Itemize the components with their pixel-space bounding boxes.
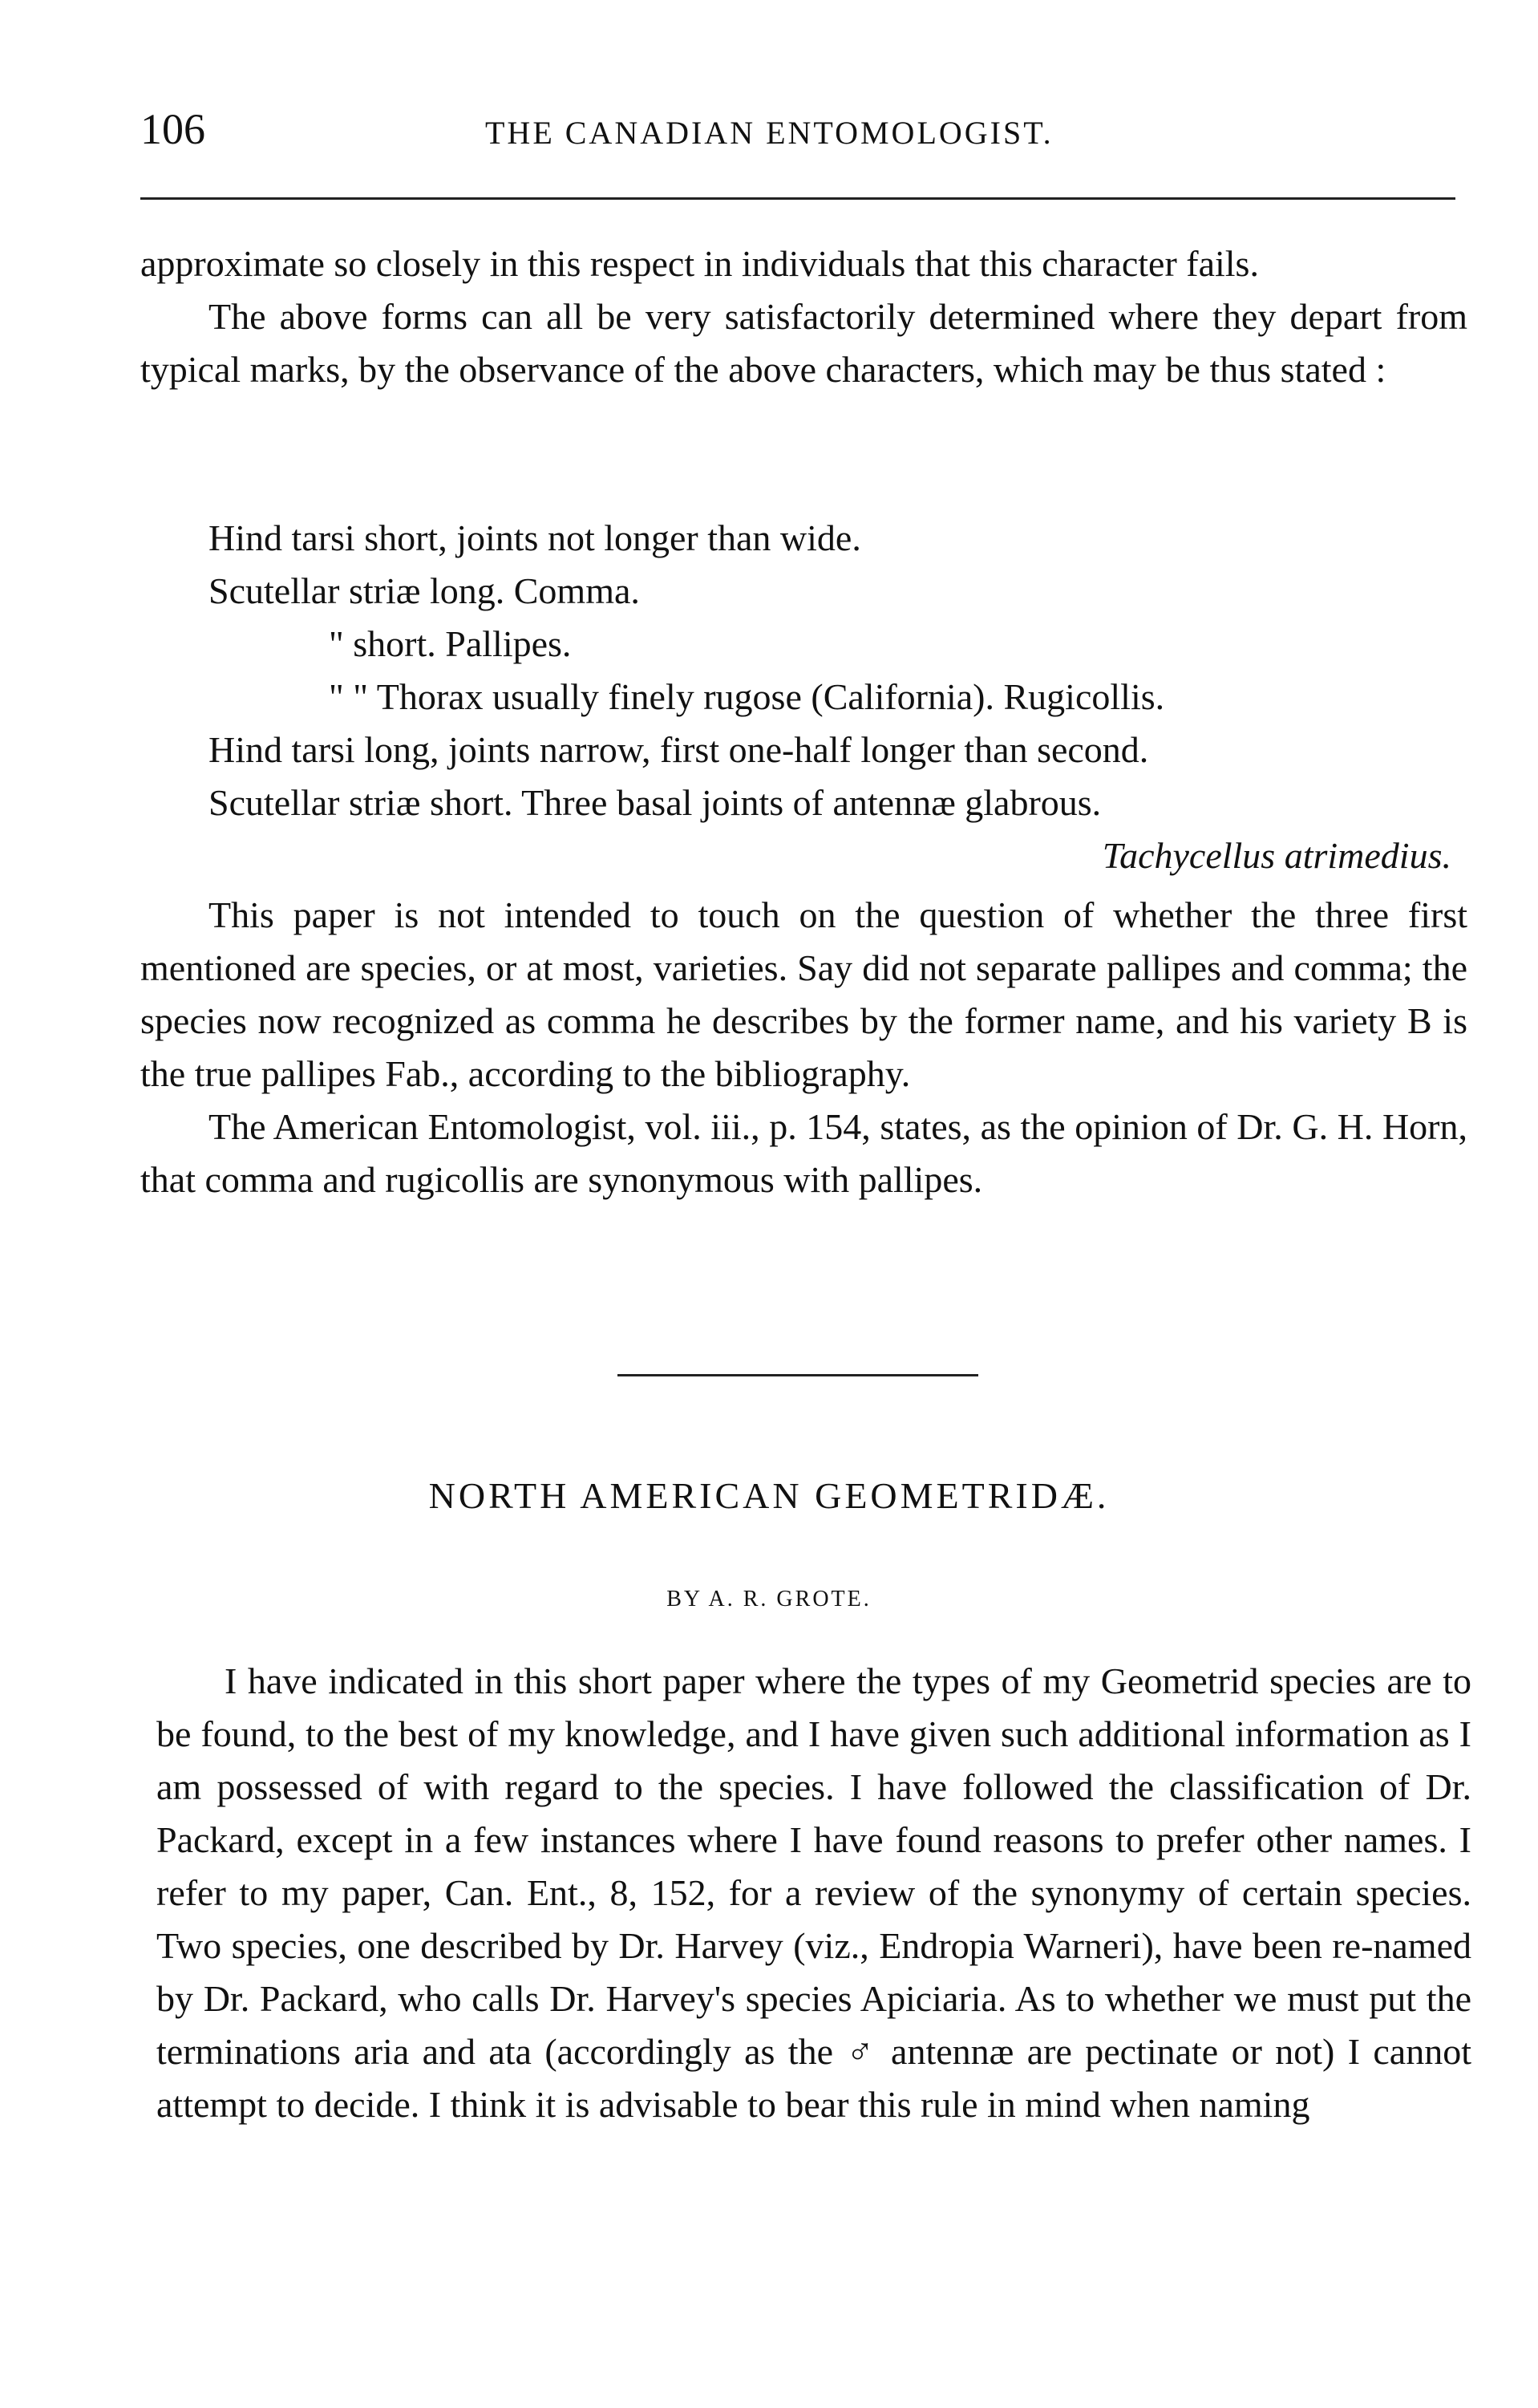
key-line-pallipes: " short. Pallipes. <box>329 623 572 664</box>
discussion-text <box>140 889 1467 1206</box>
key-line-comma: Scutellar striæ long. Comma. <box>208 570 640 611</box>
key-line-hind-tarsi-short: Hind tarsi short, joints not longer than wide. <box>208 517 861 558</box>
article-paragraph-1: I have indicated in this short paper where the types of my Geometrid species are to be found, to the best of my knowledge, and I have given such additional information as I am possessed of with regard to the species. I have followed the classification of Dr. Packard, except in a few instances where I have found reasons to prefer other names. I refer to my paper, Can. Ent., 8, 152, for a review of the synonymy of certain species. Two species, one described by Dr. Harvey (viz., Endropia Warneri), have been re-named by Dr. Packard, who calls Dr. Harvey's species Apiciaria. As to whether we must put the terminations aria and ata (accordingly as the ♂ antennæ are pectinate or not) I cannot attempt to decide. I think it is advisable to bear this rule in mind when naming <box>156 1660 1471 2125</box>
key-line-rugicollis: " " Thorax usually finely rugose (California). Rugicollis. <box>329 676 1165 717</box>
continued-paragraph: approximate so closely in this respect in individuals that this character fails. <box>140 243 1259 284</box>
paragraph-question-of-species: This paper is not intended to touch on the question of whether the three first mentioned are species, or at most, varieties. Say did not separate pallipes and comma; the species now recognized as comma he describes by the former name, and his variety B is the true pallipes Fab., according to the bibliography. <box>140 894 1467 1094</box>
running-head <box>140 104 1471 168</box>
article-byline: BY A. R. GROTE. <box>666 1587 872 1611</box>
page-number: 106 <box>140 105 205 153</box>
paragraph-above-forms: The above forms can all be very satisfactorily determined where they depart from typical marks, by the observance of the above characters, which may be thus stated : <box>140 296 1467 390</box>
header-rule <box>140 197 1455 200</box>
journal-title: THE CANADIAN ENTOMOLOGIST. <box>485 115 1054 151</box>
intro-text <box>140 237 1467 396</box>
key-line-hind-tarsi-long: Hind tarsi long, joints narrow, first one-half longer than second. <box>208 729 1149 770</box>
article-body <box>156 1655 1471 2131</box>
key-line-tachycellus: Tachycellus atrimedius. <box>1102 835 1451 876</box>
article-title: NORTH AMERICAN GEOMETRIDÆ. <box>428 1475 1110 1516</box>
key-line-glabrous: Scutellar striæ short. Three basal joints of antennæ glabrous. <box>208 782 1102 823</box>
identification-key <box>208 512 1467 882</box>
section-divider-rule <box>617 1374 978 1376</box>
paragraph-american-entomologist: The American Entomologist, vol. iii., p. 154, states, as the opinion of Dr. G. H. Horn, that comma and rugicollis are synonymous with pallipes. <box>140 1106 1467 1200</box>
